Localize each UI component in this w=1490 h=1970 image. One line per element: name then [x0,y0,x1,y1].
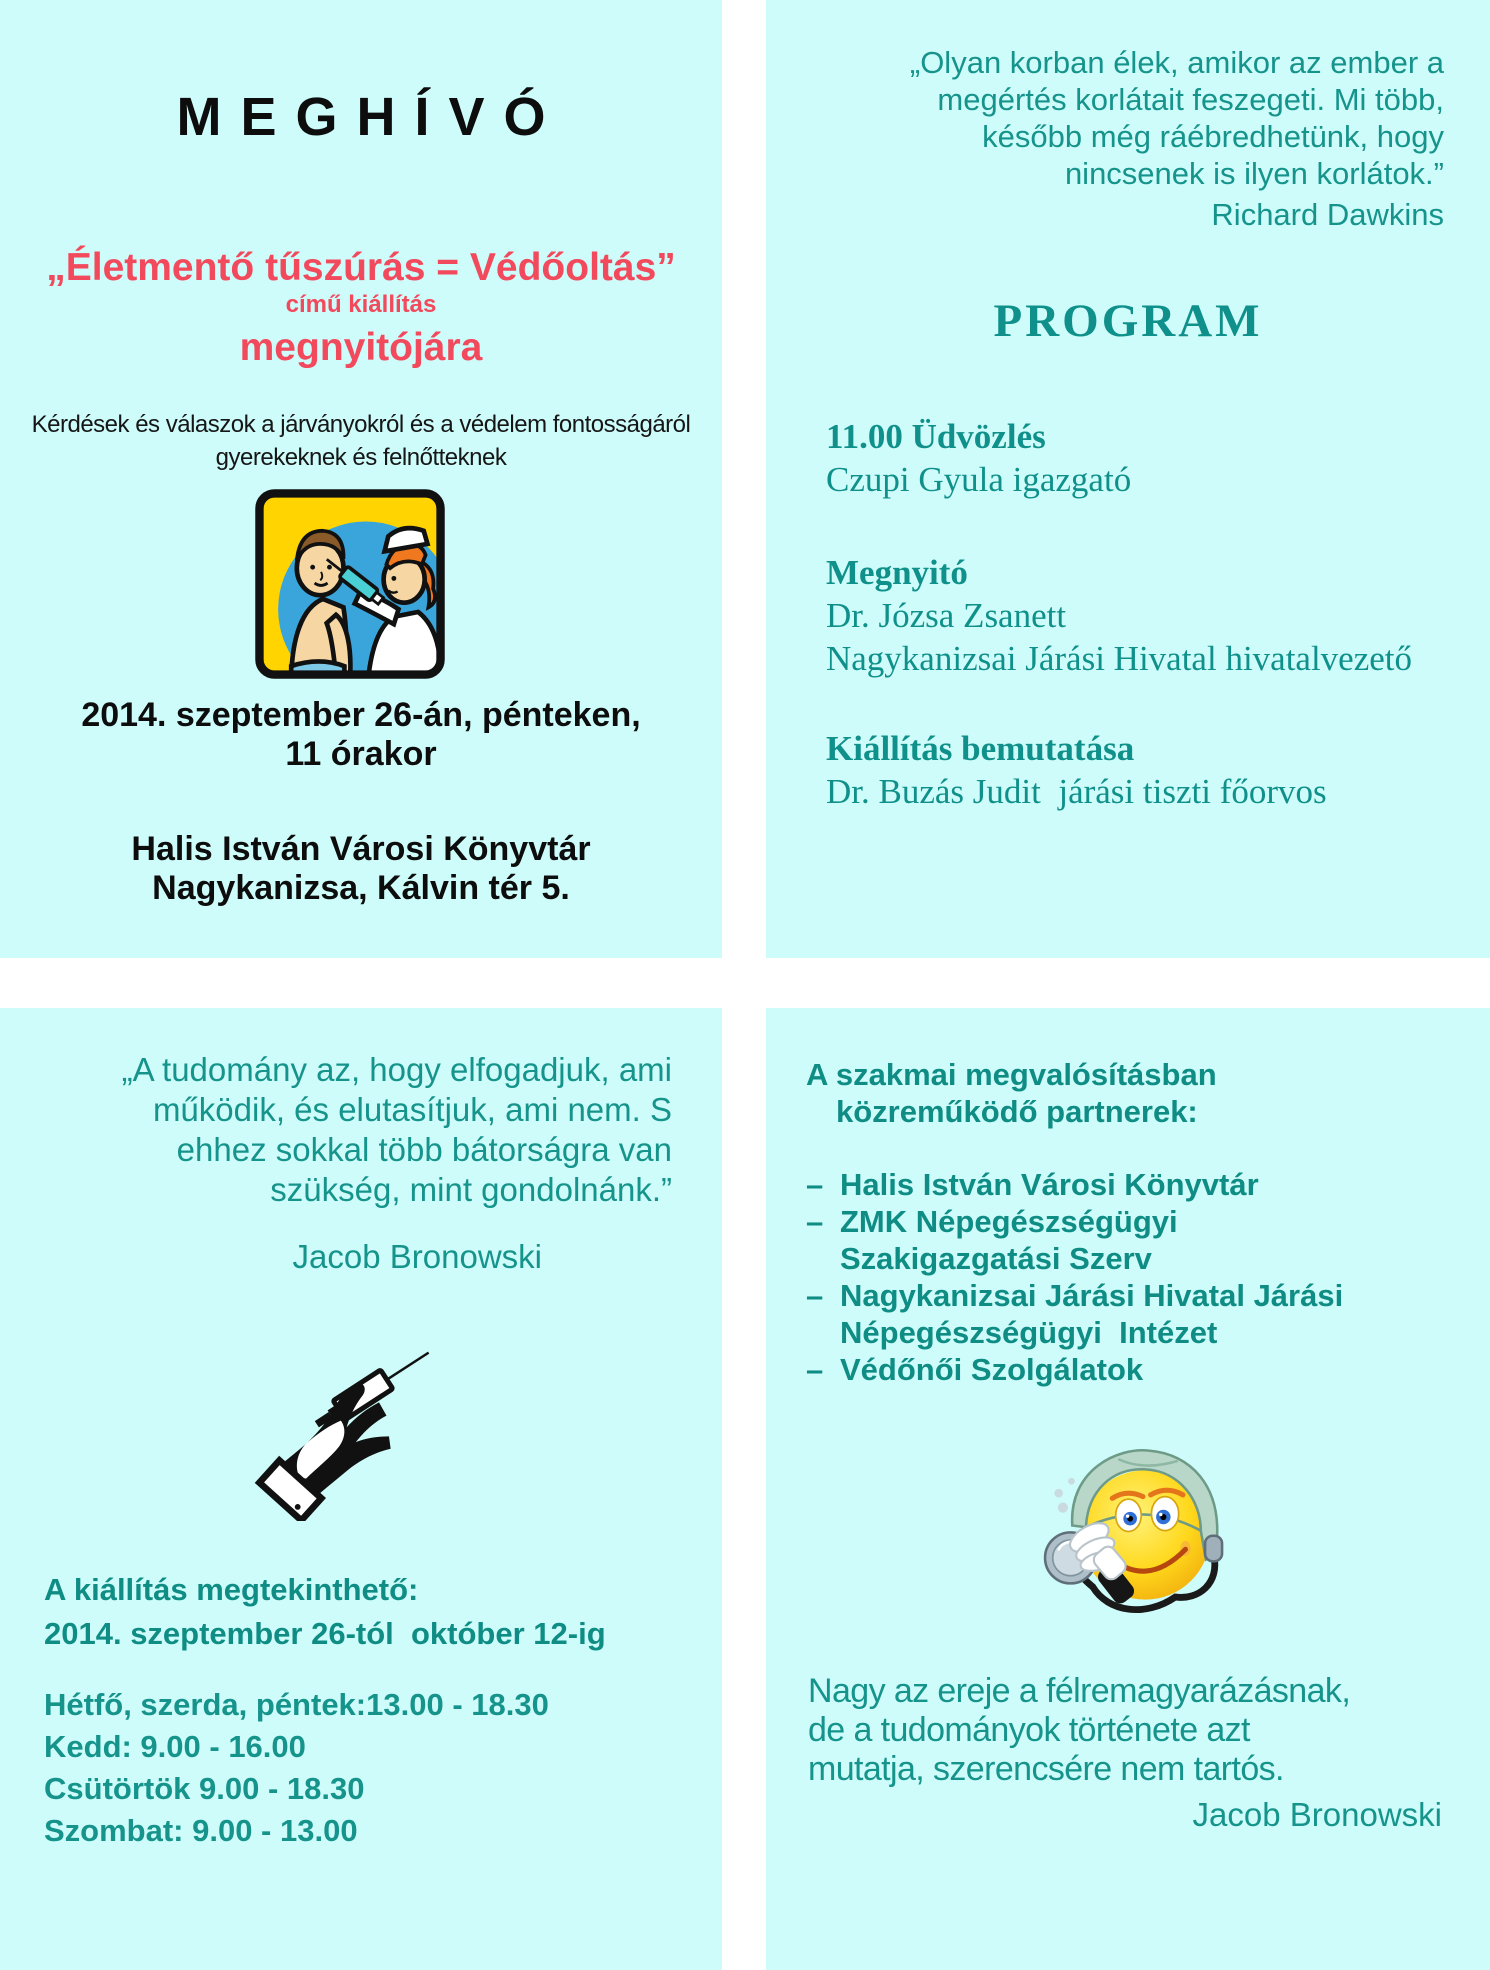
bronowski-quote-2 [808,1672,1350,1789]
list-bullet: – [806,1278,824,1313]
vaccination-clipart [252,486,448,682]
event-time: 11 órakor [285,735,437,773]
list-item [806,1203,1343,1240]
opening-hours-line: Hétfő, szerda, péntek:13.00 - 18.30 [44,1687,549,1722]
dawkins-quote [910,44,1444,233]
program-item-title: Megnyitó [826,553,968,592]
list-item [806,1166,1343,1203]
program-item [826,727,1327,813]
viewing-dates: 2014. szeptember 26-tól október 12-ig [44,1616,606,1651]
partner-name-wrap: Népegészségügyi Intézet [840,1315,1218,1350]
doctor-smiley-clipart [1015,1420,1230,1620]
opening-hours-line: Kedd: 9.00 - 16.00 [44,1729,306,1764]
description-line: Kérdések és válaszok a járványokról és a védelem fontosságáról [31,411,691,438]
quote-author: Richard Dawkins [1211,197,1444,232]
opening-hours-line: Csütörtök 9.00 - 18.30 [44,1771,365,1806]
flyer-title: MEGHÍVÓ [176,87,565,147]
program-item-title: Kiállítás bemutatása [826,729,1135,768]
quote-line: később még ráébredhetünk, hogy [982,119,1444,154]
venue-address: Nagykanizsa, Kálvin tér 5. [152,869,570,907]
quote-author: Jacob Bronowski [292,1238,542,1275]
event-venue [0,830,722,908]
program-item-line: Dr. Józsa Zsanett [826,596,1067,635]
quote-line: de a tudományok története azt [808,1711,1250,1749]
bronowski-quote [122,1050,672,1210]
panel-partners [766,1008,1490,1970]
opening-hours-list [44,1684,549,1852]
list-bullet: – [806,1352,824,1387]
syringe-hand-clipart [240,1326,445,1521]
partners-heading [806,1056,1217,1130]
exhibition-title-block [0,244,722,373]
exhibition-opening-label: megnyitójára [239,326,483,369]
quote-line: működik, és elutasítjuk, ami nem. S [152,1091,672,1128]
exhibition-title: „Életmentő tűszúrás = Védőoltás” [46,246,676,289]
viewing-title: A kiállítás megtekinthető: [44,1572,419,1607]
partners-list [806,1166,1343,1388]
quote-author: Jacob Bronowski [1192,1796,1442,1833]
program-item-title: 11.00 Üdvözlés [826,417,1046,456]
exhibition-subtitle: című kiállítás [285,291,437,318]
quote-line: ehhez sokkal több bátorságra van [176,1131,672,1168]
partners-heading-line: közreműködő partnerek: [836,1094,1198,1129]
quote-line: szükség, mint gondolnánk.” [270,1171,672,1208]
quote-line: megértés korlátait feszegeti. Mi több, [937,82,1444,117]
panel-opening-hours [0,1008,722,1970]
event-date: 2014. szeptember 26-án, pénteken, [81,696,641,734]
partner-name: Védőnői Szolgálatok [840,1352,1144,1387]
quote-line: „Olyan korban élek, amikor az ember a [909,45,1444,80]
opening-hours-line: Szombat: 9.00 - 13.00 [44,1813,358,1848]
event-datetime [0,696,722,774]
venue-name: Halis István Városi Könyvtár [131,830,591,868]
list-bullet: – [806,1167,824,1202]
exhibition-description [0,408,722,474]
quote-line: nincsenek is ilyen korlátok.” [1064,156,1444,191]
partners-heading-line: A szakmai megvalósításban [806,1057,1217,1092]
quote-line: „A tudomány az, hogy elfogadjuk, ami [121,1051,672,1088]
quote-line: mutatja, szerencsére nem tartós. [808,1750,1284,1788]
partner-name-wrap: Szakigazgatási Szerv [840,1241,1152,1276]
viewing-info [44,1568,606,1656]
quote-line: Nagy az ereje a félremagyarázásnak, [808,1672,1351,1710]
program-item-line: Nagykanizsai Járási Hivatal hivatalvezető [826,639,1413,678]
program-item [826,415,1131,501]
list-item [806,1351,1343,1388]
partner-name: Halis István Városi Könyvtár [840,1167,1259,1202]
program-heading: PROGRAM [993,295,1263,347]
list-item [806,1277,1343,1314]
panel-program [766,0,1490,958]
program-item [826,551,1412,680]
partner-name: Nagykanizsai Járási Hivatal Járási [840,1278,1344,1313]
program-item-line: Czupi Gyula igazgató [826,460,1132,499]
partner-name: ZMK Népegészségügyi [840,1204,1178,1239]
panel-invitation [0,0,722,958]
program-item-line: Dr. Buzás Judit járási tiszti főorvos [826,772,1327,811]
list-bullet: – [806,1204,824,1239]
description-line: gyerekeknek és felnőtteknek [215,444,507,471]
